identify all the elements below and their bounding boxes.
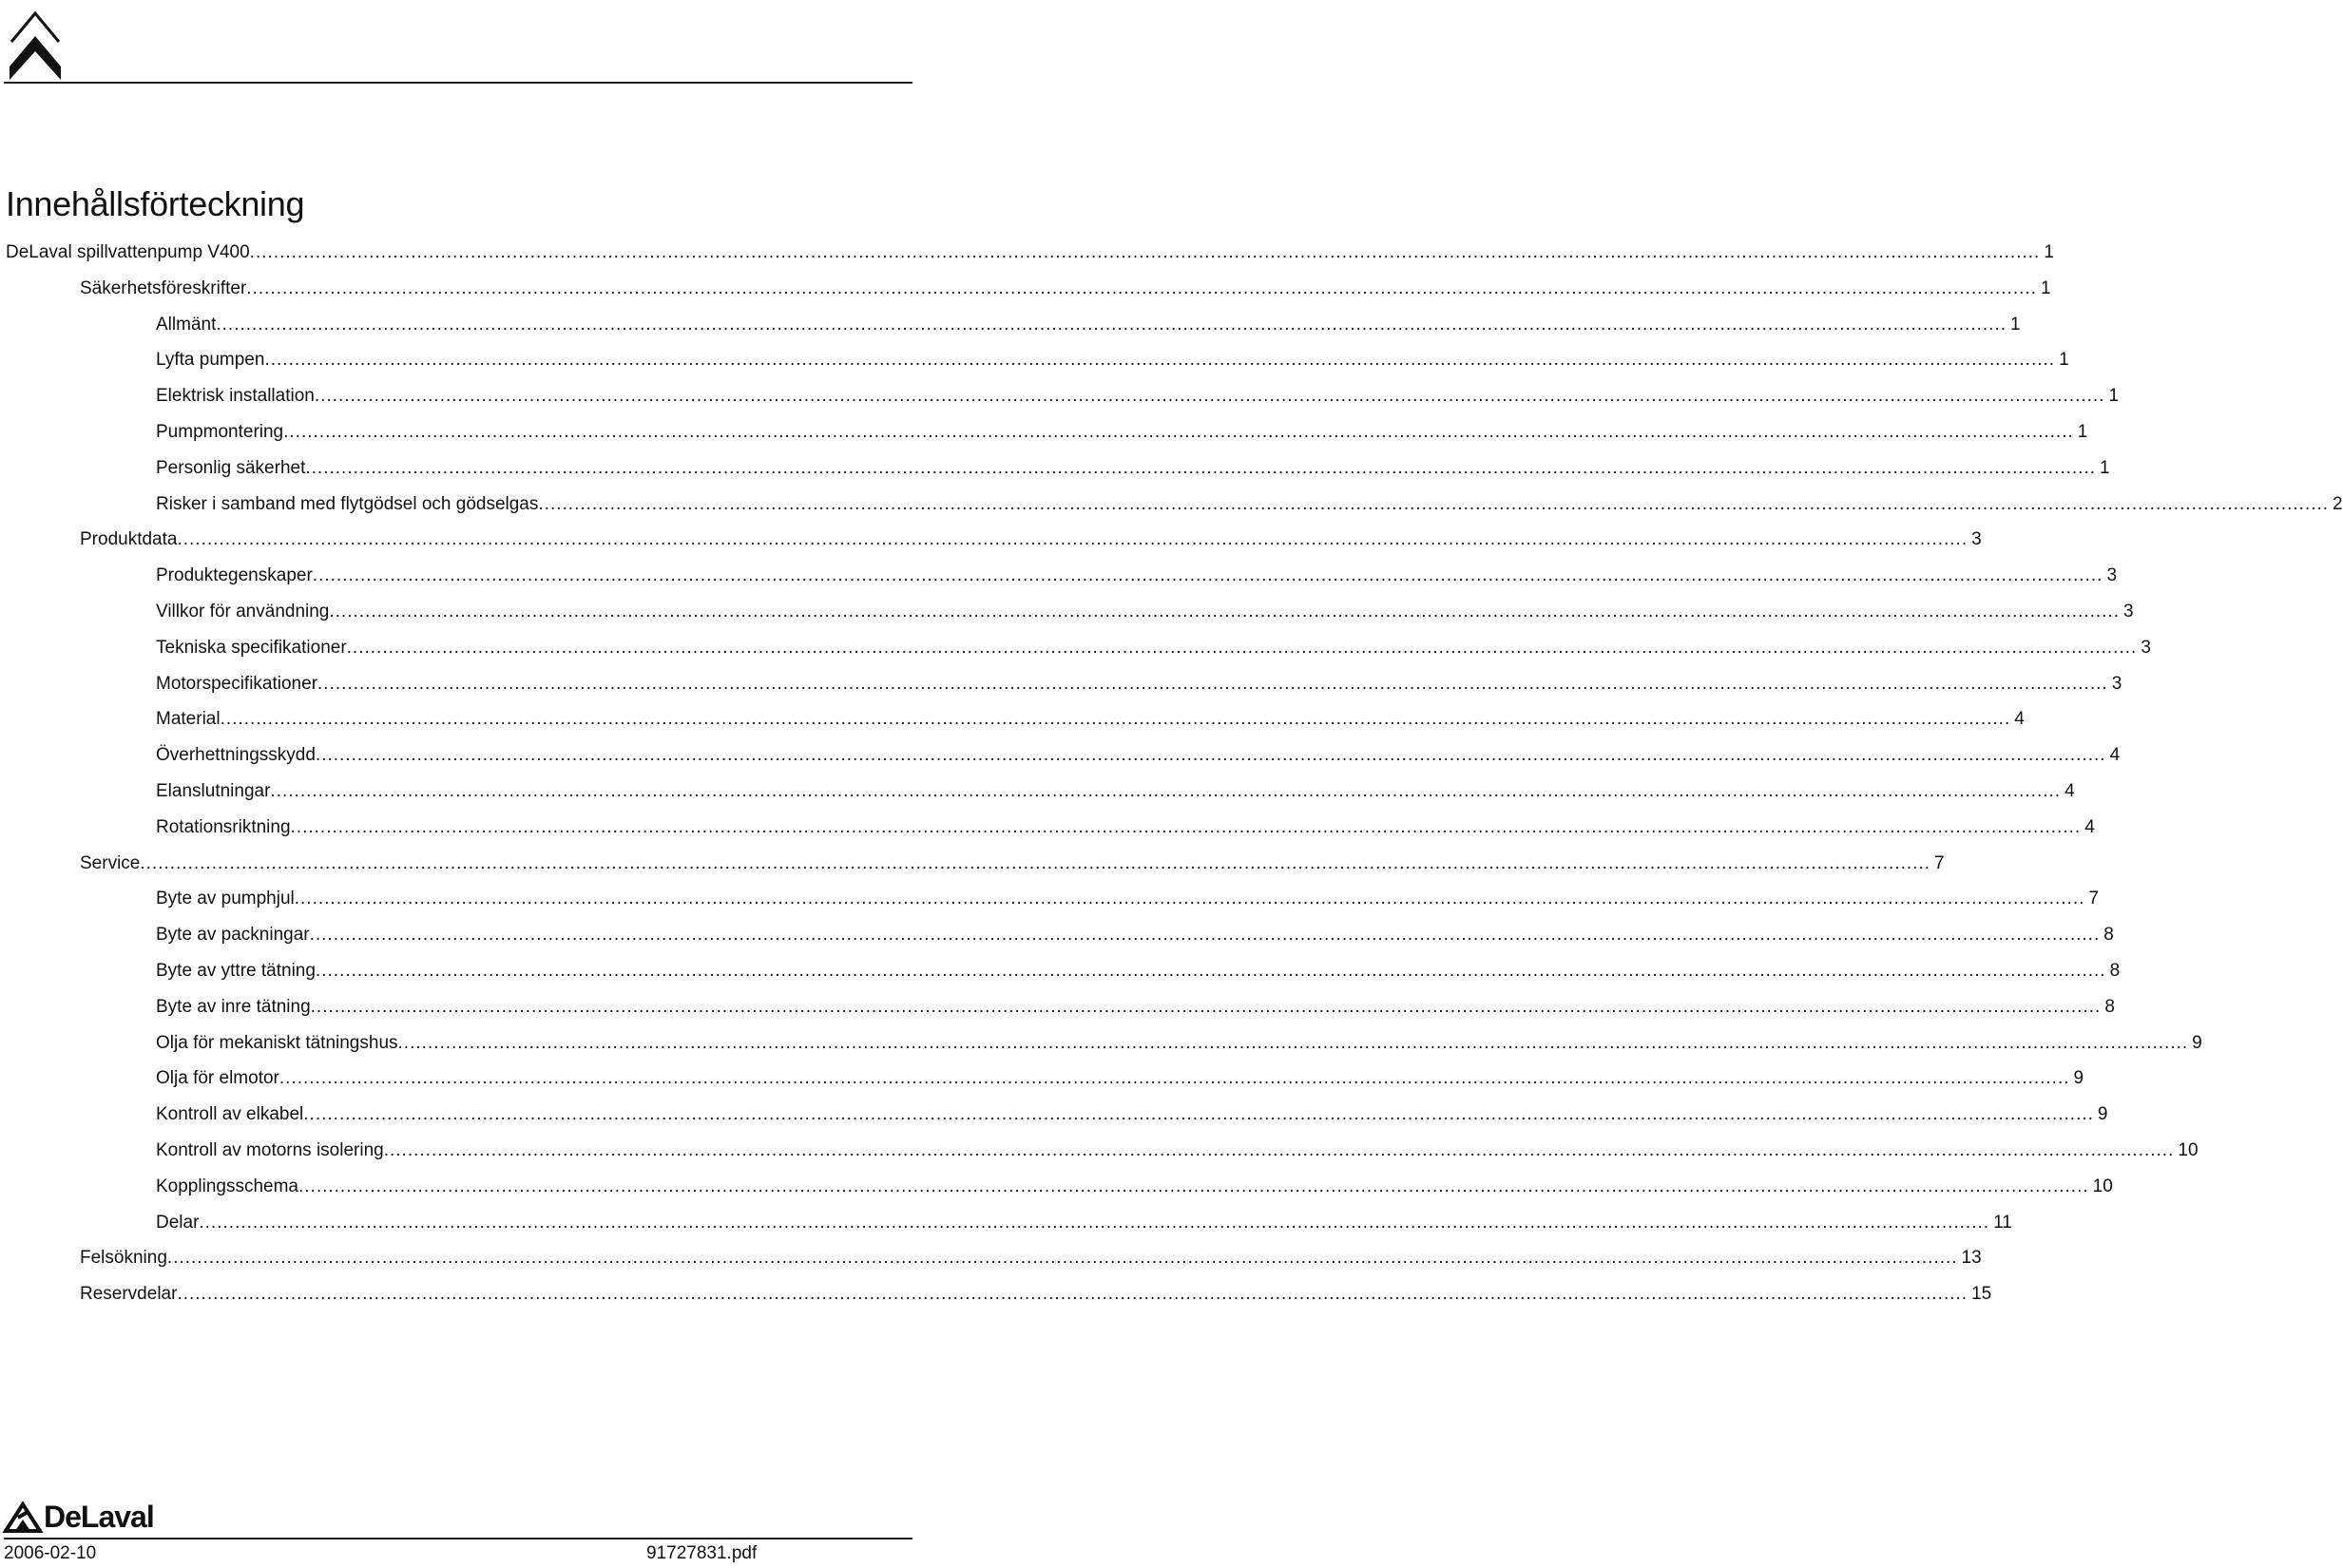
toc-entry-page-number: 9 — [2192, 1032, 2202, 1053]
toc-entry[interactable] — [156, 745, 2121, 774]
toc-entry-label: Byte av inre tätning — [156, 996, 311, 1017]
header-divider — [4, 82, 912, 84]
toc-dot-leader: ............................................................................................................................................................................................................................................................................................................ — [310, 996, 2102, 1017]
toc-entry[interactable] — [156, 565, 2118, 594]
toc-dot-leader: ............................................................................................................................................................................................................................................................................................................ — [383, 1140, 2175, 1160]
toc-dot-leader: ............................................................................................................................................................................................................................................................................................................ — [312, 565, 2103, 586]
toc-entry-page-number: 13 — [1961, 1248, 1982, 1269]
toc-dot-leader: ............................................................................................................................................................................................................................................................................................................ — [303, 1104, 2094, 1125]
toc-entry[interactable] — [80, 852, 1945, 882]
toc-entry-label: Lyfta pumpen — [156, 350, 265, 371]
toc-dot-leader: ............................................................................................................................................................................................................................................................................................................ — [177, 529, 1969, 550]
page-title: Innehållsförteckning — [6, 184, 305, 223]
toc-entry-label: Byte av packningar — [156, 925, 310, 946]
toc-entry-label: Byte av pumphjul — [156, 889, 295, 909]
toc-dot-leader: ............................................................................................................................................................................................................................................................................................................ — [177, 1284, 1969, 1305]
toc-dot-leader: ............................................................................................................................................................................................................................................................................................................ — [315, 745, 2106, 766]
toc-entry-page-number: 4 — [2065, 781, 2075, 801]
toc-entry-page-number: 3 — [2141, 637, 2151, 658]
toc-entry-label: Motorspecifikationer — [156, 673, 318, 694]
toc-entry[interactable] — [80, 1284, 1992, 1312]
toc-entry-page-number: 10 — [2092, 1176, 2113, 1196]
toc-dot-leader: ............................................................................................................................................................................................................................................................................................................ — [346, 637, 2138, 658]
toc-dot-leader: ............................................................................................................................................................................................................................................................................................................ — [305, 457, 2097, 478]
footer-brand-name: DeLaval — [44, 1500, 154, 1534]
toc-entry[interactable] — [156, 816, 2095, 846]
toc-entry[interactable] — [156, 925, 2114, 953]
toc-entry-page-number: 1 — [2108, 386, 2120, 407]
toc-dot-leader: ............................................................................................................................................................................................................................................................................................................ — [329, 602, 2121, 621]
toc-entry[interactable] — [80, 529, 1982, 558]
toc-entry[interactable] — [156, 1104, 2108, 1133]
toc-entry-page-number: 9 — [2097, 1104, 2108, 1125]
toc-entry[interactable] — [156, 996, 2115, 1025]
toc-entry[interactable] — [156, 1176, 2113, 1205]
toc-entry-label: Service — [80, 852, 141, 873]
toc-entry-label: Delar — [156, 1212, 200, 1233]
toc-entry[interactable] — [156, 314, 2021, 343]
toc-entry-label: Elektrisk installation — [156, 386, 315, 407]
toc-entry[interactable] — [156, 709, 2025, 737]
delaval-emblem-icon — [4, 1501, 42, 1533]
toc-entry[interactable] — [80, 277, 2051, 307]
toc-dot-leader: ............................................................................................................................................................................................................................................................................................................ — [317, 673, 2108, 694]
toc-entry-page-number: 4 — [2084, 816, 2095, 837]
toc-entry-label: Rotationsriktning — [156, 816, 291, 837]
toc-dot-leader: ............................................................................................................................................................................................................................................................................................................ — [249, 242, 2041, 262]
toc-dot-leader: ............................................................................................................................................................................................................................................................................................................ — [538, 493, 2330, 514]
toc-entry[interactable] — [156, 350, 2069, 378]
footer-divider — [4, 1538, 912, 1539]
toc-entry-page-number: 8 — [2109, 961, 2121, 981]
toc-dot-leader: ............................................................................................................................................................................................................................................................................................................ — [294, 889, 2085, 909]
toc-dot-leader: ............................................................................................................................................................................................................................................................................................................ — [315, 961, 2106, 981]
delaval-chevron-logo-icon — [4, 0, 67, 82]
toc-entry[interactable] — [156, 1212, 2012, 1241]
toc-entry[interactable] — [156, 637, 2151, 666]
toc-entry-page-number: 10 — [2178, 1140, 2199, 1160]
toc-entry-label: Material — [156, 709, 221, 730]
toc-entry[interactable] — [156, 1032, 2202, 1061]
toc-entry-page-number: 7 — [2088, 889, 2099, 909]
toc-entry-label: Personlig säkerhet — [156, 457, 306, 478]
toc-entry-label: Överhettningsskydd — [156, 745, 316, 766]
toc-dot-leader: ............................................................................................................................................................................................................................................................................................................ — [397, 1032, 2189, 1053]
toc-entry[interactable] — [156, 493, 2343, 523]
toc-dot-leader: ............................................................................................................................................................................................................................................................................................................ — [314, 386, 2105, 407]
toc-entry[interactable] — [156, 673, 2122, 702]
toc-dot-leader: ............................................................................................................................................................................................................................................................................................................ — [199, 1212, 1990, 1233]
toc-entry-page-number: 3 — [2111, 673, 2122, 694]
toc-entry-label: Reservdelar — [80, 1284, 178, 1305]
toc-entry-page-number: 2 — [2333, 493, 2343, 514]
toc-entry-page-number: 3 — [2106, 565, 2118, 586]
toc-entry-page-number: 1 — [2044, 242, 2054, 262]
toc-dot-leader: ............................................................................................................................................................................................................................................................................................................ — [270, 781, 2062, 801]
toc-entry-label: Olja för mekaniskt tätningshus — [156, 1032, 398, 1053]
toc-dot-leader: ............................................................................................................................................................................................................................................................................................................ — [216, 314, 2007, 335]
toc-entry[interactable] — [156, 422, 2088, 450]
toc-entry[interactable] — [156, 889, 2099, 917]
toc-entry-label: Byte av yttre tätning — [156, 961, 316, 981]
footer-filename: 91727831.pdf — [646, 1543, 758, 1563]
toc-entry-label: DeLaval spillvattenpump V400 — [6, 242, 250, 262]
toc-entry-page-number: 4 — [2014, 709, 2025, 730]
toc-dot-leader: ............................................................................................................................................................................................................................................................................................................ — [264, 350, 2056, 371]
footer-date: 2006-02-10 — [4, 1543, 97, 1563]
toc-dot-leader: ............................................................................................................................................................................................................................................................................................................ — [290, 816, 2082, 837]
toc-dot-leader: ............................................................................................................................................................................................................................................................................................................ — [246, 277, 2037, 298]
footer-brand-logo — [4, 1500, 154, 1534]
toc-entry-page-number: 8 — [2104, 996, 2115, 1017]
toc-entry-page-number: 1 — [2077, 422, 2088, 442]
toc-entry[interactable] — [156, 602, 2134, 630]
toc-entry-label: Kontroll av motorns isolering — [156, 1140, 384, 1160]
toc-entry[interactable] — [156, 386, 2120, 414]
toc-entry[interactable] — [156, 781, 2075, 810]
toc-entry-page-number: 3 — [2123, 602, 2134, 621]
toc-entry-label: Allmänt — [156, 314, 217, 335]
toc-dot-leader: ............................................................................................................................................................................................................................................................................................................ — [278, 1068, 2070, 1089]
toc-dot-leader: ............................................................................................................................................................................................................................................................................................................ — [166, 1248, 1958, 1269]
toc-entry-label: Kopplingsschema — [156, 1176, 298, 1196]
toc-entry-page-number: 3 — [1971, 529, 1982, 550]
toc-dot-leader: ............................................................................................................................................................................................................................................................................................................ — [283, 422, 2074, 442]
toc-entry-page-number: 1 — [2100, 457, 2110, 478]
toc-dot-leader: ............................................................................................................................................................................................................................................................................................................ — [140, 852, 1931, 873]
toc-entry-label: Elanslutningar — [156, 781, 271, 801]
toc-entry[interactable] — [156, 961, 2121, 989]
toc-entry-label: Tekniska specifikationer — [156, 637, 347, 658]
toc-entry[interactable] — [80, 1248, 1982, 1276]
toc-entry-label: Säkerhetsföreskrifter — [80, 277, 247, 298]
toc-entry-label: Pumpmontering — [156, 422, 284, 442]
toc-entry-label: Villkor för användning — [156, 602, 330, 621]
toc-entry-page-number: 4 — [2109, 745, 2121, 766]
toc-entry-label: Olja för elmotor — [156, 1068, 279, 1089]
toc-entry-page-number: 8 — [2103, 925, 2114, 946]
toc-dot-leader: ............................................................................................................................................................................................................................................................................................................ — [298, 1176, 2089, 1196]
toc-entry[interactable] — [6, 242, 2054, 271]
toc-dot-leader: ............................................................................................................................................................................................................................................................................................................ — [309, 925, 2101, 946]
toc-entry-page-number: 9 — [2073, 1068, 2084, 1089]
toc-entry[interactable] — [156, 457, 2110, 487]
toc-entry-page-number: 7 — [1934, 852, 1945, 873]
toc-entry-label: Risker i samband med flytgödsel och gödselgas — [156, 493, 539, 514]
toc-entry[interactable] — [156, 1068, 2084, 1097]
toc-entry-label: Kontroll av elkabel — [156, 1104, 304, 1125]
toc-entry-page-number: 1 — [2040, 277, 2051, 298]
toc-entry-label: Produktegenskaper — [156, 565, 313, 586]
toc-dot-leader: ............................................................................................................................................................................................................................................................................................................ — [220, 709, 2011, 730]
toc-entry-page-number: 15 — [1971, 1284, 1992, 1305]
toc-entry-label: Produktdata — [80, 529, 178, 550]
toc-entry[interactable] — [156, 1140, 2199, 1169]
toc-entry-page-number: 1 — [2059, 350, 2069, 371]
toc-entry-label: Felsökning — [80, 1248, 167, 1269]
toc-entry-page-number: 1 — [2010, 314, 2021, 335]
toc-entry-page-number: 11 — [1993, 1212, 2012, 1233]
